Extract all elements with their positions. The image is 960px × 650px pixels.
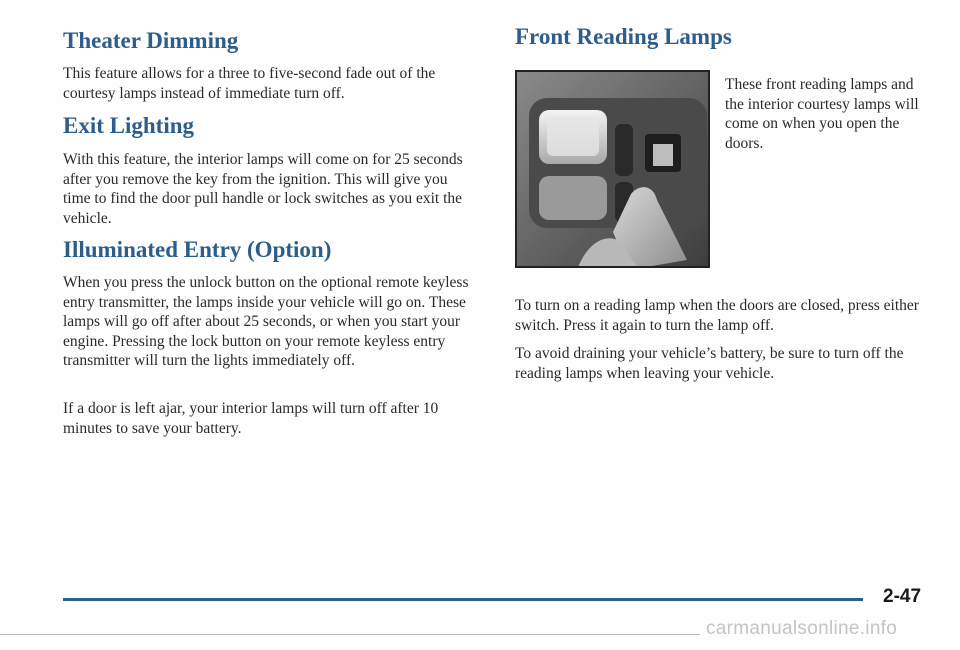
exit-lighting-body: With this feature, the interior lamps will come on for 25 seconds after you remove the key from the ignition. This will give you time to find the door pull handle or lock switches as you exit the vehicle. — [63, 151, 463, 227]
watermark-text: carmanualsonline.info — [706, 618, 898, 639]
exit-lighting-heading: Exit Lighting — [63, 113, 195, 138]
theater-dimming-body: This feature allows for a three to five-second fade out of the courtesy lamps instead of immediate turn off. — [63, 65, 436, 102]
page-number: 2-47 — [883, 586, 922, 607]
reading-lamp-photo — [515, 70, 710, 268]
photo-caption: These front reading lamps and the interior courtesy lamps will come on when you open the doors. — [725, 76, 919, 152]
front-reading-lamps-body-1: To turn on a reading lamp when the doors are closed, press either switch. Press it again to turn the lamp off. — [515, 297, 919, 334]
reading-lamp-illustration — [517, 72, 710, 268]
footer-rule — [63, 598, 863, 601]
front-reading-lamps-body-2: To avoid draining your vehicle’s battery, be sure to turn off the reading lamps when leaving your vehicle. — [515, 345, 904, 382]
theater-dimming-heading: Theater Dimming — [63, 28, 239, 53]
illuminated-entry-heading: Illuminated Entry (Option) — [63, 237, 332, 262]
front-reading-lamps-heading: Front Reading Lamps — [515, 24, 732, 49]
bottom-divider — [0, 634, 700, 635]
illuminated-entry-body-2: If a door is left ajar, your interior lamps will turn off after 10 minutes to save your battery. — [63, 400, 439, 437]
illuminated-entry-body-1: When you press the unlock button on the optional remote keyless entry transmitter, the lamps inside your vehicle will go on. These lamps will go off after about 25 seconds, or when you start your engine. Pressing the lock button on your remote keyless entry transmitter will turn the lights immediately off. — [63, 274, 469, 369]
